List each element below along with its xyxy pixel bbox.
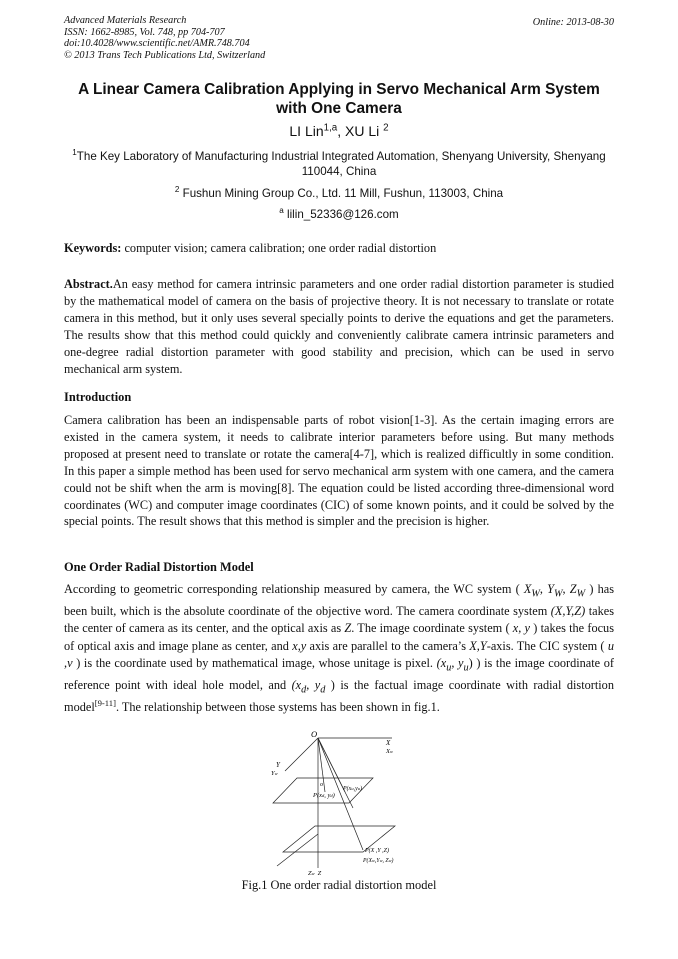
affiliation-1-marker: 1 <box>72 148 77 158</box>
email-address: lilin_52336@126.com <box>287 208 399 221</box>
label-zw-z: Zw Z <box>308 870 322 876</box>
title-line-1: A Linear Camera Calibration Applying in Servo Mechanical Arm System <box>78 81 600 98</box>
doi-line: doi:10.4028/www.scientific.net/AMR.748.704 <box>64 38 250 50</box>
author-1: LI Lin <box>289 123 324 139</box>
y-axis-line <box>285 738 318 771</box>
bottom-oblique-line <box>277 834 318 866</box>
affiliation-1 <box>60 149 618 179</box>
copyright-line: © 2013 Trans Tech Publications Ltd, Switzerland <box>64 49 266 61</box>
label-pu: P(xu,yu) <box>343 786 362 792</box>
model-text: According to geometric corresponding relationship measured by camera, the WC system ( $X_W$, $Y_W$, $Z_W$ ) has been built, which is the absolute coordinate of the objective word. The camera coordinate system (X,Y,Z) takes the center of camera as its center, and the optical axis as Z. The image coordinate system ( x, y ) takes the focus of optical axis and image plane as center, and x,y axis are parallel to the camera’s X,Y-axis. The CIC system ( u ,v ) is the coordinate used by mathematical image, whose unitage is pixel. ($x_u$, $y_u$) ) is the image coordinate of reference point with ideal hole model, and ($x_d$, $y_d$ ) is the factual image coordinate with radial distortion model[9-11]. The relationship between those systems has been shown in fig.1. <box>64 582 615 714</box>
keywords-text: computer vision; camera calibration; one order radial distortion <box>124 241 437 255</box>
abstract-label: Abstract. <box>64 277 113 291</box>
affiliation-2-text: Fushun Mining Group Co., Ltd. 11 Mill, Fushun, 113003, China <box>182 187 504 200</box>
introduction-text: Camera calibration has been an indispensable parts of robot vision[1-3]. As the certain imaging errors are existed in the camera system, it needs to calibrate interior parameters before using. But many methods proposed at present need to translate or rotate the camera[4-7], which is realized difficultly in some condition. In this paper a simple method has been used for servo mechanical arm system with one camera, and the camera could not be shift when the arm is moving[8]. The equation could be listed according three-dimensional word coordinates (WC) and computer image coordinates (CIC) of some known points, and it could be solved by the special points. The result shows that this method is simpler and the precision is higher. <box>64 413 614 529</box>
issn-line: ISSN: 1662-8985, Vol. 748, pp 704-707 <box>64 26 225 38</box>
journal-header <box>64 15 265 61</box>
label-y: Y <box>276 761 280 769</box>
label-o: O <box>311 729 318 739</box>
keywords <box>64 240 614 257</box>
paper-title <box>40 80 638 118</box>
affiliation-2 <box>60 186 618 201</box>
author-list: LI Lin$^{1,a}$, XU Li $^2$ <box>289 122 389 139</box>
label-pd: P(xd, yd) <box>313 792 335 799</box>
author-1-affil: 1,a <box>323 122 338 134</box>
title-line-2: with One Camera <box>276 100 402 117</box>
author-email <box>60 207 618 222</box>
abstract-text: An easy method for camera intrinsic parameters and one order radial distortion parameter is studied by the mathematical model of camera on the basis of projective theory. It is not necessary to translate or rotate camera in this method, but it only uses several specially points to derive the equations and get the parameters. The results show that this method could quickly and conveniently calibrate camera intrinsic parameters and one-degree radial distortion parameter with good stability and precision, which can be used in servo mechanical arm system. <box>64 277 614 376</box>
label-yw: Yw <box>271 770 278 777</box>
figure-1-diagram <box>255 726 430 876</box>
online-date: Online: 2013-08-30 <box>532 17 614 28</box>
label-x: X <box>386 739 391 747</box>
label-xw: Xw <box>386 748 393 755</box>
abstract <box>64 276 614 377</box>
figure-1-caption: Fig.1 One order radial distortion model <box>241 878 437 892</box>
journal-name: Advanced Materials Research <box>64 15 187 26</box>
author-2-affil: 2 <box>383 122 389 134</box>
model-heading: One Order Radial Distortion Model <box>64 560 254 574</box>
email-marker: a <box>279 206 284 216</box>
keywords-label: Keywords: <box>64 241 122 255</box>
affiliation-2-marker: 2 <box>174 185 180 195</box>
label-o1: o <box>320 782 323 788</box>
label-p3: P(X ,Y ,Z) <box>365 848 389 854</box>
introduction-heading: Introduction <box>64 390 132 404</box>
affiliation-1-text: The Key Laboratory of Manufacturing Industrial Integrated Automation, Shenyang University, Shenyang 110044, China <box>76 150 606 178</box>
label-pw: P(Xw,Yw, Zw) <box>363 858 394 864</box>
author-2: XU Li <box>345 123 380 139</box>
